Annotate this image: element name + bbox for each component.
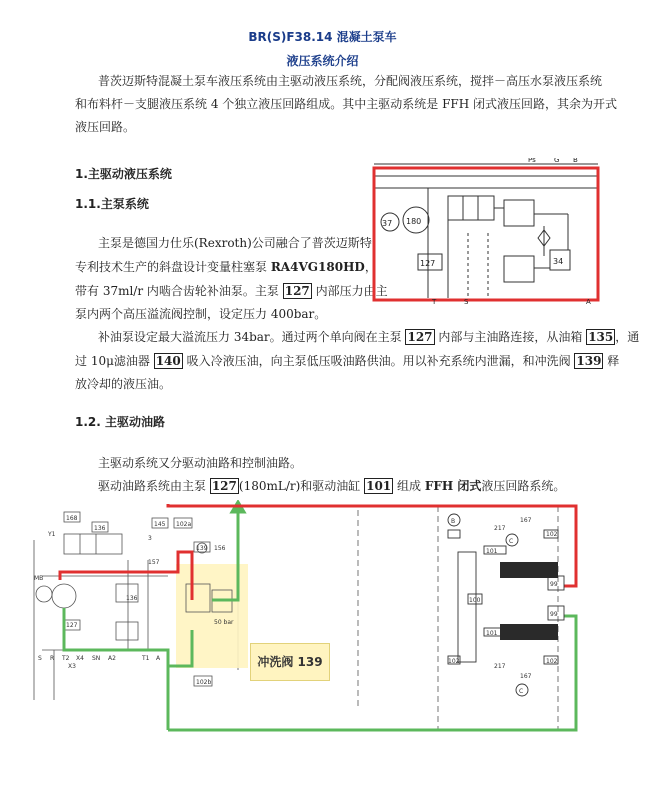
fig2-right-label-102c: 102 xyxy=(546,658,558,665)
fig2-label-168: 168 xyxy=(66,515,78,522)
fig2-right-label-99b: 99 xyxy=(550,611,558,618)
fig1-label-34: 34 xyxy=(553,257,564,266)
flushing-valve-callout: 冲洗阀 139 xyxy=(250,643,330,681)
fig2-right-label-167b: 167 xyxy=(520,673,532,680)
drive-circuit-schematic xyxy=(28,500,588,736)
charge-para-text: 释 xyxy=(603,354,620,368)
fig1-label-a: A xyxy=(586,298,591,304)
charge-para-text: 吸入冷液压油，向主泵低压吸油路供油。用以补充系统内泄漏，和冲洗阀 xyxy=(182,354,575,368)
fig2-label-a: A xyxy=(156,655,161,662)
fig2-label-102b: 102b xyxy=(196,679,212,686)
pump-para-text: 带有 37ml/r 内啮合齿轮补油泵。主泵 xyxy=(75,284,283,298)
fig1-label-127: 127 xyxy=(420,259,436,268)
fig2-right-label-c: C xyxy=(509,538,514,545)
ref-box-127: 127 xyxy=(211,479,237,493)
fig2-label-t1: T1 xyxy=(142,655,150,662)
fig2-label-r: R xyxy=(50,655,55,662)
fig2-label-136: 136 xyxy=(94,525,106,532)
fig2-right-label-99: 99 xyxy=(550,581,558,588)
charge-para-line-2 xyxy=(75,350,619,372)
fig2-right-label-101b: 101 xyxy=(486,630,498,637)
fig2-label-s: S xyxy=(38,655,42,662)
fig2-label-136b: 136 xyxy=(126,595,138,602)
fig2-label-a2: A2 xyxy=(108,655,116,662)
fig2-label-x3: X3 xyxy=(68,663,76,670)
fig1-label-g: G xyxy=(554,158,560,164)
fig2-right-label-cb: C xyxy=(519,688,524,695)
pump-model: RA4VG180HD xyxy=(270,260,365,274)
charge-para-text: 过 10μ滤油器 xyxy=(75,354,154,368)
document-subtitle: 液压系统介绍 xyxy=(286,54,359,68)
fig2-right-label-102b: 102 xyxy=(448,658,460,665)
pump-para-text: 内部压力由主 xyxy=(311,284,388,298)
circuit-para-text: 液压回路系统。 xyxy=(481,479,566,493)
circuit-para-text: 组成 xyxy=(393,479,425,493)
intro-line-2: 和布料杆－支腿液压系统 4 个独立液压回路组成。其中主驱动系统是 FFH 闭式液压回路，其余为开式 xyxy=(75,97,618,111)
fig2-label-145: 145 xyxy=(154,521,166,528)
fig1-label-t: T xyxy=(432,298,437,304)
fig2-label-x4: X4 xyxy=(76,655,84,662)
fig1-label-180: 180 xyxy=(406,217,422,226)
fig2-label-mb: MB xyxy=(34,575,44,582)
heading-main-pump-system: 1.1.主泵系统 xyxy=(75,197,149,211)
circuit-para-text: 驱动油路系统由主泵 xyxy=(98,479,210,493)
pump-para-line-2 xyxy=(75,256,377,278)
ref-box-135: 135 xyxy=(588,330,614,344)
charge-para-text: 补油泵设定最大溢流压力 34bar。通过两个单向阀在主泵 xyxy=(98,330,406,344)
heading-main-drive-system: 1.主驱动液压系统 xyxy=(75,167,172,181)
fig2-label-t2: T2 xyxy=(62,655,70,662)
pump-para-line-1: 主泵是德国力仕乐(Rexroth)公司融合了普茨迈斯特 xyxy=(98,236,372,250)
pump-para-text: ， xyxy=(364,260,377,274)
circuit-para-text: (180mL/r)和驱动油缸 xyxy=(238,479,365,493)
charge-para-line-1 xyxy=(98,326,639,348)
fig2-right-label-102: 102 xyxy=(546,531,558,538)
heading-main-drive-circuit: 1.2. 主驱动油路 xyxy=(75,415,165,429)
fig2-label-139: 139 xyxy=(196,545,208,552)
fig2-label-3: 3 xyxy=(148,535,152,542)
fig2-label-127: 127 xyxy=(66,622,78,629)
ref-box-139: 139 xyxy=(576,354,602,368)
circuit-para-line-2 xyxy=(98,475,565,497)
fig2-label-157: 157 xyxy=(148,559,160,566)
main-pump-schematic xyxy=(368,158,604,304)
ref-box-101: 101 xyxy=(366,479,392,493)
fig2-right-label-b: B xyxy=(451,518,456,525)
fig2-right-label-100: 100 xyxy=(469,597,481,604)
circuit-para-line-1: 主驱动系统又分驱动油路和控制油路。 xyxy=(98,456,303,470)
charge-para-line-3: 放冷却的液压油。 xyxy=(75,377,172,391)
intro-line-3: 液压回路。 xyxy=(75,120,136,134)
pump-para-text: 专利技术生产的斜盘设计变量柱塞泵 xyxy=(75,260,271,274)
fig2-right-label-101: 101 xyxy=(486,548,498,555)
fig2-right-label-217b: 217 xyxy=(494,525,506,532)
ref-box-140: 140 xyxy=(155,354,181,368)
fig1-label-37: 37 xyxy=(382,219,393,228)
fig2-label-sn: SN xyxy=(92,655,101,662)
charge-para-text: ，通 xyxy=(615,330,640,344)
fig1-label-b: B xyxy=(573,158,578,164)
fig2-label-y1: Y1 xyxy=(48,531,56,538)
fig2-right-label-217: 217 xyxy=(494,663,506,670)
charge-para-text: 内部与主油路连接，从油箱 xyxy=(434,330,587,344)
fig2-right-label-167: 167 xyxy=(520,517,532,524)
fig1-label-ps: Ps xyxy=(528,158,536,164)
pump-para-line-4: 泵内两个高压溢流阀控制，设定压力 400bar。 xyxy=(75,307,327,321)
intro-line-1: 普茨迈斯特混凝土泵车液压系统由主驱动液压系统，分配阀液压系统，搅拌－高压水泵液压系统 xyxy=(98,74,603,88)
ffh-closed-label: FFH 闭式 xyxy=(424,479,482,493)
document-title: BR(S)F38.14 混凝土泵车 xyxy=(248,30,397,44)
ref-box-127: 127 xyxy=(407,330,433,344)
fig2-label-102a: 102a xyxy=(176,521,192,528)
ref-box-127: 127 xyxy=(284,284,310,298)
fig2-label-50bar: 50 bar xyxy=(214,619,234,626)
pump-para-line-3 xyxy=(75,280,388,302)
fig2-label-156: 156 xyxy=(214,545,226,552)
fig1-label-s: S xyxy=(464,298,469,304)
